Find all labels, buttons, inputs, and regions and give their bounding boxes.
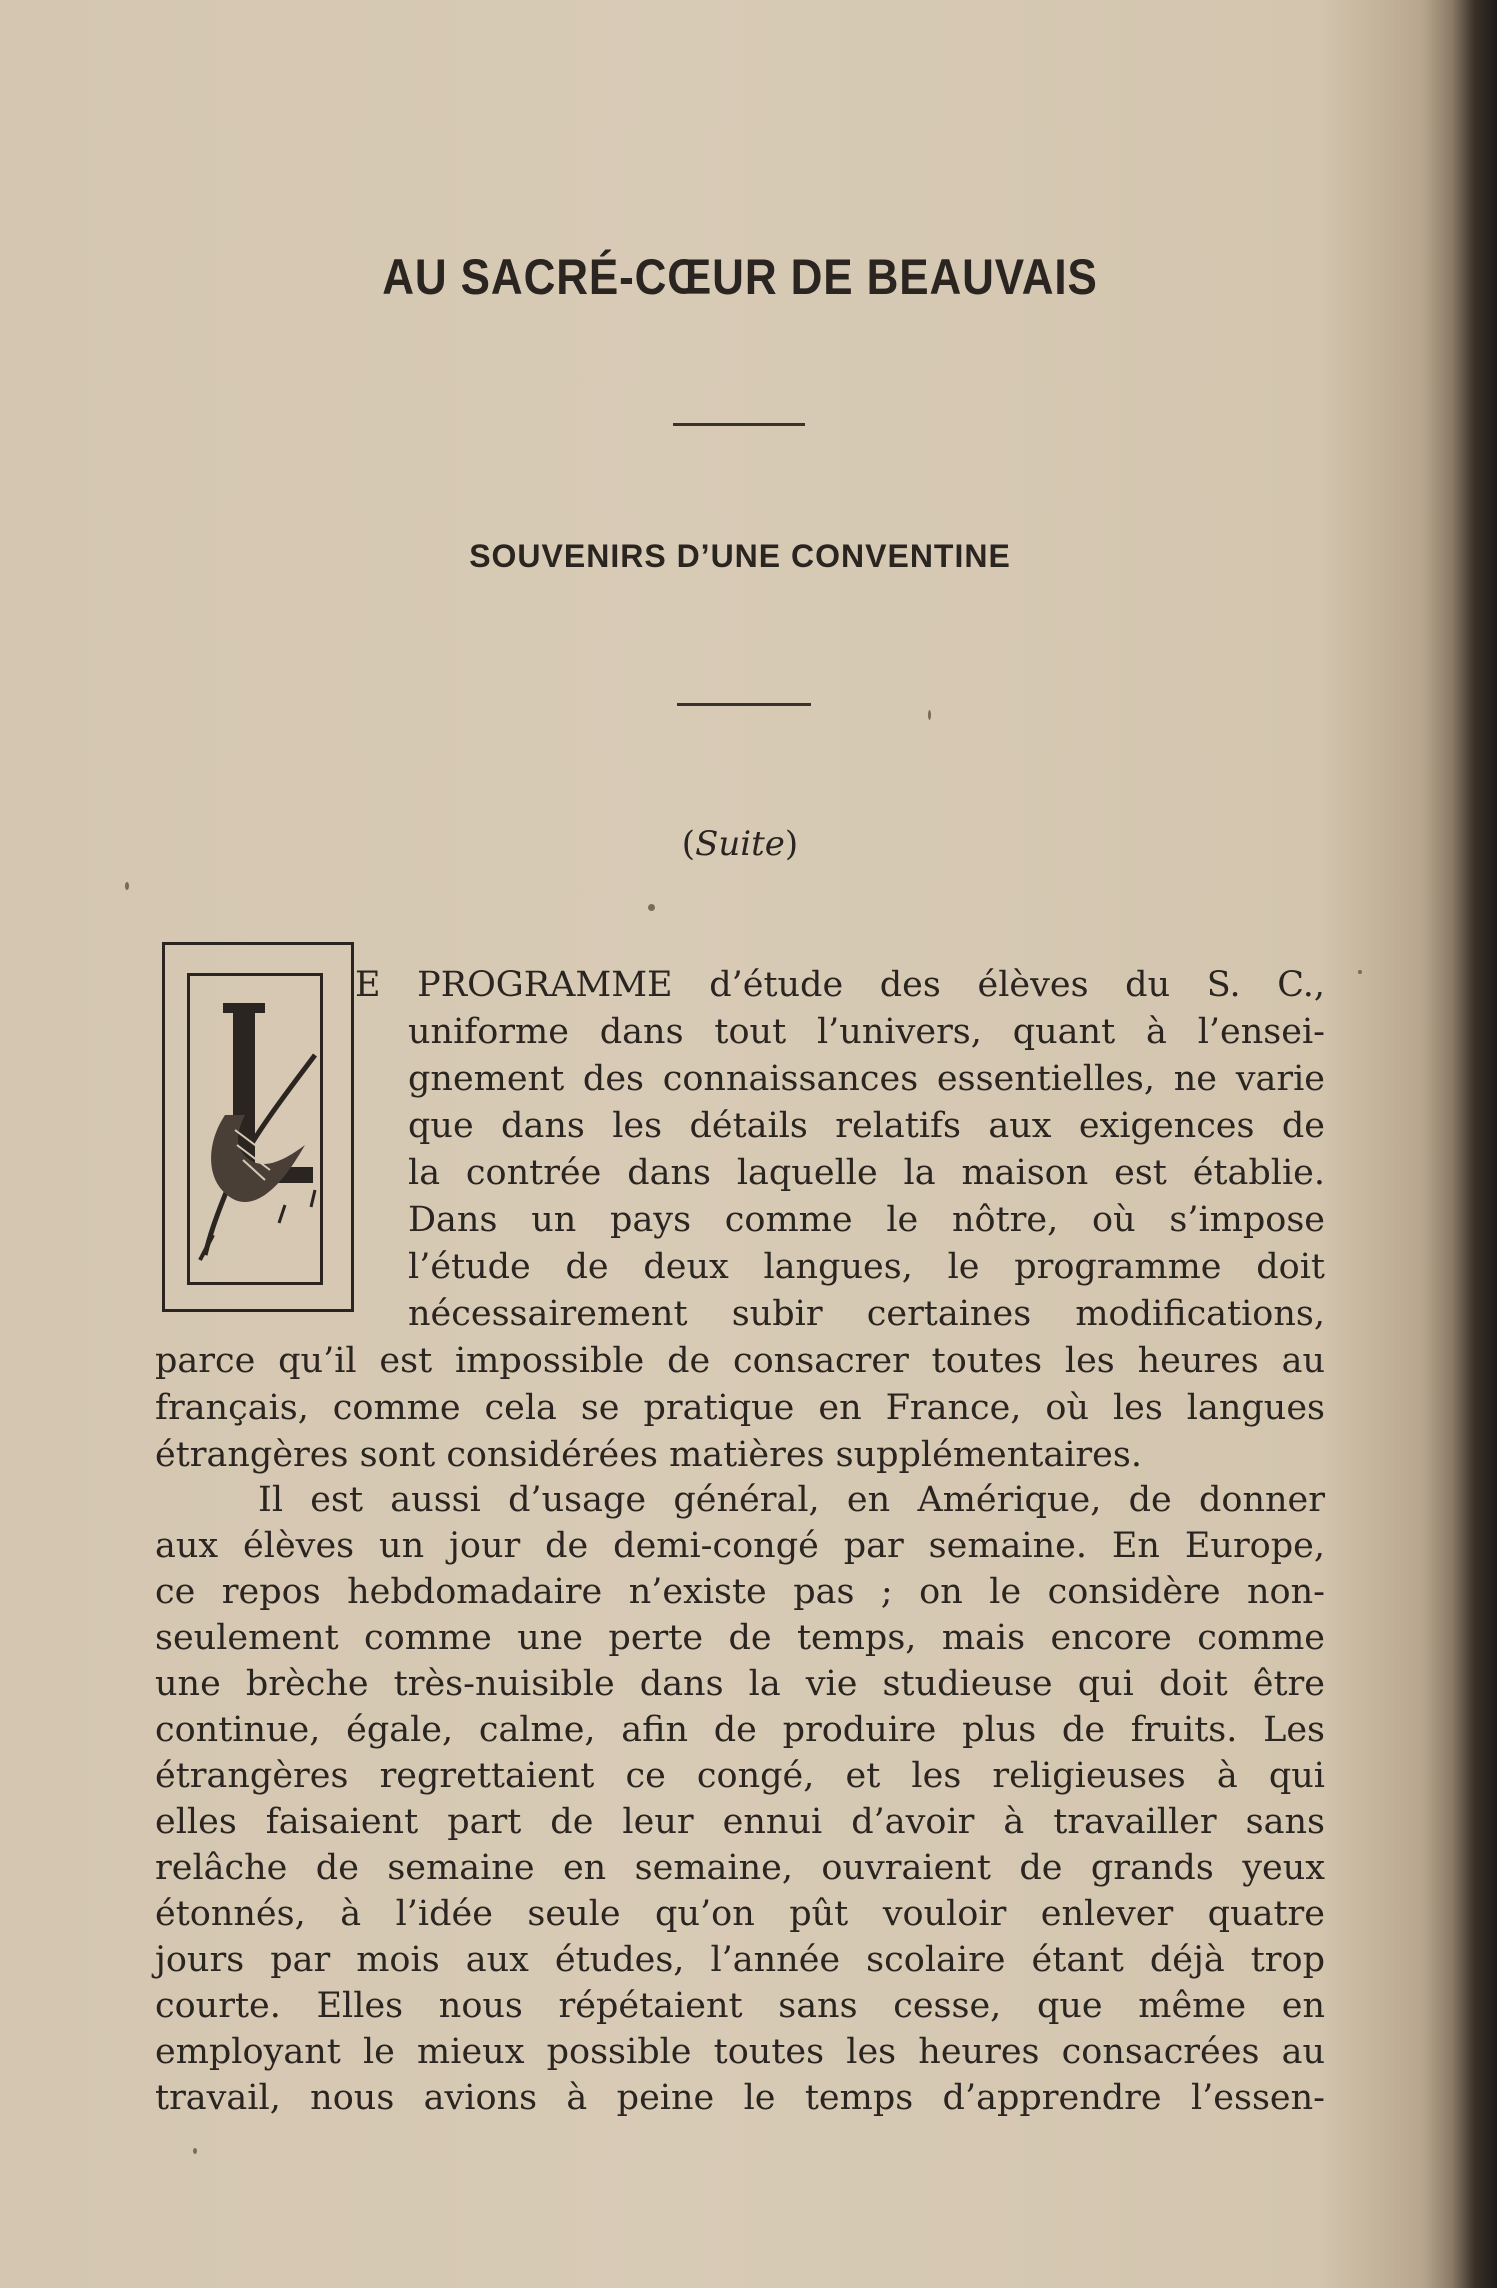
paper-speck	[125, 882, 129, 890]
text-line: que dans les détails relatifs aux exigences de	[408, 1106, 1325, 1146]
text-line: aux élèves un jour de demi-congé par semaine. En Europe,	[155, 1526, 1325, 1566]
paper-speck	[193, 2148, 197, 2154]
text-line: parce qu’il est impossible de consacrer toutes les heures au	[155, 1341, 1325, 1381]
text-line: étrangères sont considérées matières supplémentaires.	[155, 1435, 1142, 1475]
text-line: travail, nous avions à peine le temps d’apprendre l’essen-	[155, 2078, 1325, 2118]
text-line: jours par mois aux études, l’année scolaire étant déjà trop	[155, 1940, 1325, 1980]
suite-text: Suite	[695, 824, 785, 864]
text-line: Dans un pays comme le nôtre, où s’impose	[408, 1200, 1325, 1240]
ornamental-dropcap	[162, 942, 354, 1312]
text-line: étonnés, à l’idée seule qu’on pût vouloir enlever quatre	[155, 1894, 1325, 1934]
text-line: ce repos hebdomadaire n’existe pas ; on le considère non-	[155, 1572, 1325, 1612]
text-line: employant le mieux possible toutes les heures consacrées au	[155, 2032, 1325, 2072]
text-line: elles faisaient part de leur ennui d’avoir à travailler sans	[155, 1802, 1325, 1842]
text-line: relâche de semaine en semaine, ouvraient de grands yeux	[155, 1848, 1325, 1888]
text-line: gnement des connaissances essentielles, ne varie	[408, 1059, 1325, 1099]
paper-speck	[928, 710, 931, 720]
text-line: Il est aussi d’usage général, en Amérique, de donner	[258, 1480, 1325, 1520]
text-line: nécessairement subir certaines modifications,	[408, 1294, 1325, 1334]
paper-speck	[648, 904, 655, 911]
text-line: seulement comme une perte de temps, mais encore comme	[155, 1618, 1325, 1658]
quill-letter-l-icon	[165, 945, 357, 1315]
text-line: courte. Elles nous répétaient sans cesse, que même en	[155, 1986, 1325, 2026]
title-divider	[673, 423, 805, 426]
paper-speck	[1358, 970, 1362, 974]
page-title: AU SACRÉ-CŒUR DE BEAUVAIS	[382, 249, 1098, 305]
text-line: continue, égale, calme, afin de produire plus de fruits. Les	[155, 1710, 1325, 1750]
text-line: E PROGRAMME d’étude des élèves du S. C.,	[355, 965, 1325, 1005]
text-line: une brèche très-nuisible dans la vie studieuse qui doit être	[155, 1664, 1325, 1704]
subtitle-divider	[677, 703, 811, 706]
text-line: uniforme dans tout l’univers, quant à l’ensei-	[408, 1012, 1325, 1052]
text-line: étrangères regrettaient ce congé, et les religieuses à qui	[155, 1756, 1325, 1796]
text-line: l’étude de deux langues, le programme doit	[408, 1247, 1325, 1287]
text-line: français, comme cela se pratique en France, où les langues	[155, 1388, 1325, 1428]
text-line: la contrée dans laquelle la maison est établie.	[408, 1153, 1325, 1193]
continuation-label: (Suite)	[681, 824, 799, 864]
page-subtitle: SOUVENIRS D’UNE CONVENTINE	[469, 538, 1011, 574]
